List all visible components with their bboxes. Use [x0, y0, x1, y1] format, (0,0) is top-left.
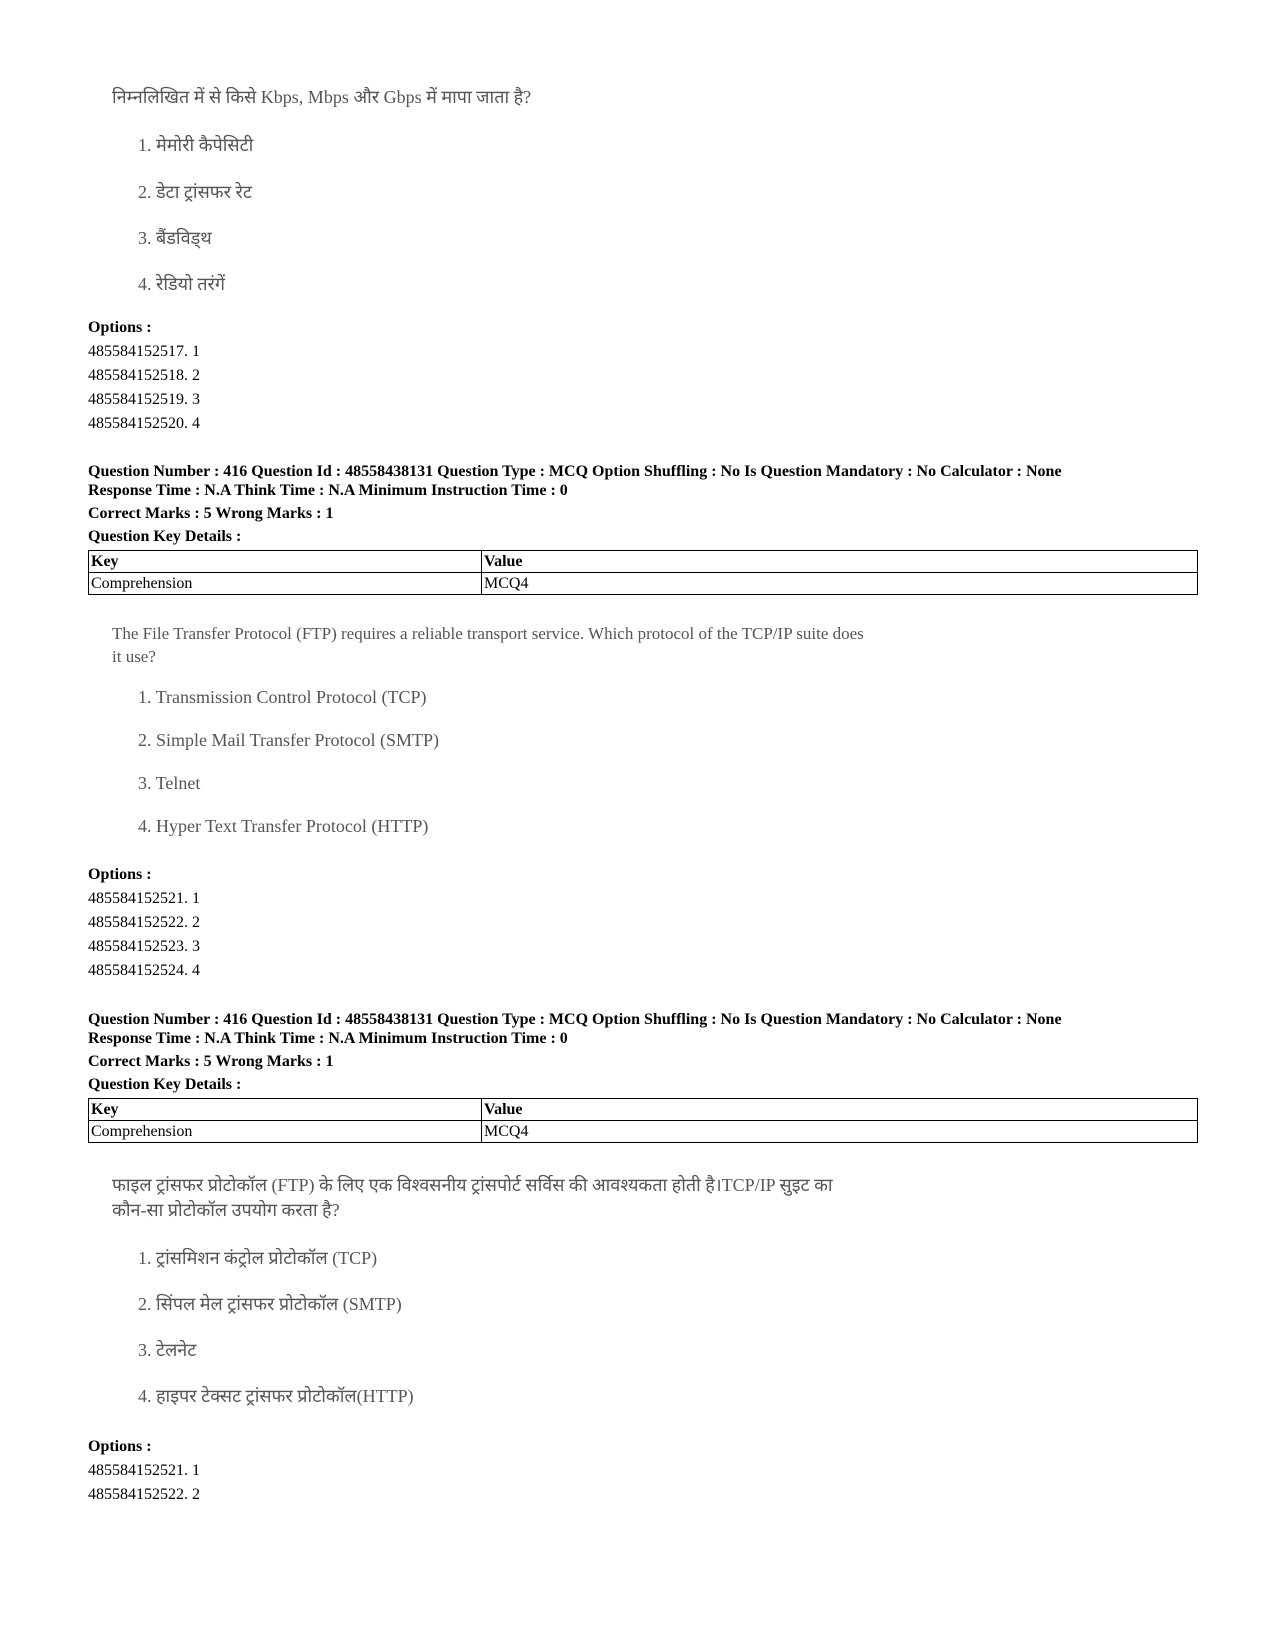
meta3-marks: Correct Marks : 5 Wrong Marks : 1	[88, 1053, 334, 1070]
q1-choice-4: 4. रेडियो तरंगें	[138, 274, 226, 294]
meta2-line2: Response Time : N.A Think Time : N.A Minimum Instruction Time : 0	[88, 482, 568, 499]
meta3-line2: Response Time : N.A Think Time : N.A Minimum Instruction Time : 0	[88, 1030, 568, 1047]
q1-options-label: Options :	[88, 319, 152, 336]
table-header-value: Value	[482, 1099, 1198, 1121]
table-header-key: Key	[89, 551, 482, 573]
q2-stem-line1: The File Transfer Protocol (FTP) requires a reliable transport service. Which protocol of the TCP/IP suite does	[112, 624, 864, 643]
key-value-table	[88, 1098, 1198, 1143]
q1-choice-2: 2. डेटा ट्रांसफर रेट	[138, 182, 252, 202]
q2-choice-4: 4. Hyper Text Transfer Protocol (HTTP)	[138, 816, 429, 836]
q1-options-list	[88, 340, 200, 436]
q3-choice-2: 2. सिंपल मेल ट्रांसफर प्रोटोकॉल (SMTP)	[138, 1294, 402, 1314]
table-row	[89, 573, 1198, 595]
q3-choice-1: 1. ट्रांसमिशन कंट्रोल प्रोटोकॉल (TCP)	[138, 1248, 378, 1268]
meta3-key-details: Question Key Details :	[88, 1076, 242, 1093]
q3-choice-3: 3. टेलनेट	[138, 1340, 197, 1360]
option-id: 485584152521. 1	[88, 890, 200, 907]
option-id: 485584152518. 2	[88, 367, 200, 384]
q2-choice-3: 3. Telnet	[138, 773, 201, 793]
q2-choice-2: 2. Simple Mail Transfer Protocol (SMTP)	[138, 730, 440, 750]
table-cell-key: Comprehension	[89, 573, 482, 595]
option-id: 485584152524. 4	[88, 962, 200, 979]
table-cell-key: Comprehension	[89, 1121, 482, 1143]
table-row	[89, 1121, 1198, 1143]
option-id: 485584152523. 3	[88, 938, 200, 955]
option-id: 485584152520. 4	[88, 415, 200, 432]
q3-options-list	[88, 1459, 200, 1507]
option-id: 485584152519. 3	[88, 391, 200, 408]
option-id: 485584152517. 1	[88, 343, 200, 360]
option-id: 485584152521. 1	[88, 1462, 200, 1479]
option-id: 485584152522. 2	[88, 914, 200, 931]
q1-stem: निम्नलिखित में से किसे Kbps, Mbps और Gbps में मापा जाता है?	[112, 87, 532, 107]
q1-choice-3: 3. बैंडविड्थ	[138, 228, 212, 248]
table-header-row	[89, 551, 1198, 573]
q3-choice-4: 4. हाइपर टेक्सट ट्रांसफर प्रोटोकॉल(HTTP)	[138, 1386, 414, 1406]
q2-options-label: Options :	[88, 866, 152, 883]
meta2-key-details: Question Key Details :	[88, 528, 242, 545]
q1-choice-1: 1. मेमोरी कैपेसिटी	[138, 135, 254, 155]
table-header-key: Key	[89, 1099, 482, 1121]
q2-options-list	[88, 887, 200, 983]
key-value-table	[88, 550, 1198, 595]
meta2-line1: Question Number : 416 Question Id : 48558438131 Question Type : MCQ Option Shuffling : No Is Question Mandatory : No Calculator : None	[88, 463, 1062, 480]
table-header-row	[89, 1099, 1198, 1121]
q2-stem-line2: it use?	[112, 647, 156, 666]
meta3-line1: Question Number : 416 Question Id : 48558438131 Question Type : MCQ Option Shuffling : No Is Question Mandatory : No Calculator : None	[88, 1011, 1062, 1028]
q3-stem-line1: फाइल ट्रांसफर प्रोटोकॉल (FTP) के लिए एक विश्वसनीय ट्रांसपोर्ट सर्विस की आवश्यकता होती है।TCP/IP सुइट का	[112, 1175, 833, 1195]
option-id: 485584152522. 2	[88, 1486, 200, 1503]
table-cell-value: MCQ4	[482, 573, 1198, 595]
table-header-value: Value	[482, 551, 1198, 573]
q3-options-label: Options :	[88, 1438, 152, 1455]
q3-stem-line2: कौन-सा प्रोटोकॉल उपयोग करता है?	[112, 1200, 340, 1220]
meta2-marks: Correct Marks : 5 Wrong Marks : 1	[88, 505, 334, 522]
q2-choice-1: 1. Transmission Control Protocol (TCP)	[138, 687, 427, 707]
table-cell-value: MCQ4	[482, 1121, 1198, 1143]
